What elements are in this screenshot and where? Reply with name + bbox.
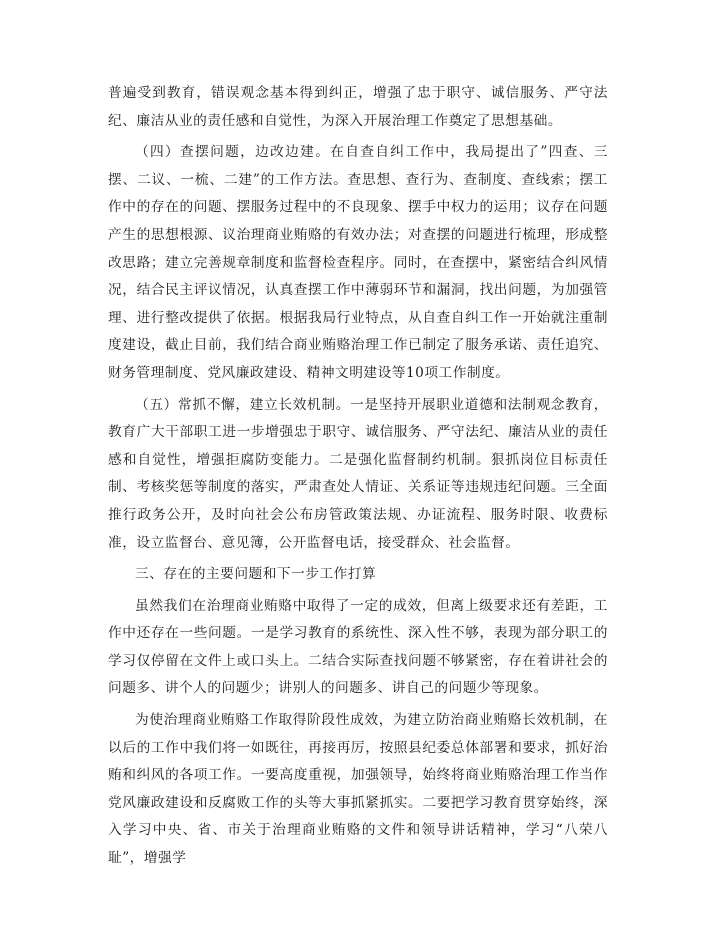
paragraph-section-4: （四）查摆问题，边改边建。在自查自纠工作中，我局提出了”四查、三摆、二议、一梳、二建”的工作方法。查思想、查行为、查制度、查线索；摆工作中的存在的问题、摆服务过程中的不良现象、摆手中权力的运用；议存在问题产生的思想根源、议治理商业贿赂的有效办法；对查摆的问题进行梳理，形成整改思路；建立完善规章制度和监督检查程序。同时，在查摆中，紧密结合纠风情况，结合民主评议情况，认真查摆工作中薄弱环节和漏洞，找出问题，为加强管理、进行整改提供了依据。根据我局行业特点，从自查自纠工作一开始就注重制度建设，截止目前，我们结合商业贿赂治理工作已制定了服务承诺、责任追究、财务管理制度、党风廉政建设、精神文明建设等10项工作制度。 (108, 144, 608, 381)
paragraph-next-steps: 为使治理商业贿赂工作取得阶段性成效，为建立防治商业贿赂长效机制，在以后的工作中我们将一如既往，再接再厉，按照县纪委总体部署和要求，抓好治贿和纠风的各项工作。一要高度重视，加强领导，始终将商业贿赂治理工作当作党风廉政建设和反腐败工作的头等大事抓紧抓实。二要把学习教育贯穿始终，深入学习中央、省、市关于治理商业贿赂的文件和领导讲话精神，学习“八荣八耻”，增强学 (108, 712, 608, 867)
paragraph-section-5: （五）常抓不懈，建立长效机制。一是坚持开展职业道德和法制观念教育，教育广大干部职工进一步增强忠于职守、诚信服务、严守法纪、廉洁从业的责任感和自觉性，增强拒腐防变能力。二是强化监督制约机制。狠抓岗位目标责任制、考核奖惩等制度的落实，严肃查处人情证、关系证等违规违纪问题。三全面推行政务公开，及时向社会公布房管政策法规、办证流程、服务时限、收费标准，设立监督台、意见簿，公开监督电话，接受群众、社会监督。 (108, 396, 608, 551)
paragraph-problems: 虽然我们在治理商业贿赂中取得了一定的成效，但离上级要求还有差距，工作中还存在一些问题。一是学习教育的系统性、深入性不够，表现为部分职工的学习仅停留在文件上或口头上。二结合实际查找问题不够紧密，存在着讲社会的问题多、讲个人的问题少；讲别人的问题多、讲自己的问题少等现象。 (108, 597, 608, 697)
paragraph-continued: 普遍受到教育，错误观念基本得到纠正，增强了忠于职守、诚信服务、严守法纪、廉洁从业的责任感和自觉性，为深入开展治理工作奠定了思想基础。 (108, 85, 608, 129)
document-page (108, 80, 608, 873)
section-heading-3: 三、存在的主要问题和下一步工作打算 (135, 566, 377, 583)
